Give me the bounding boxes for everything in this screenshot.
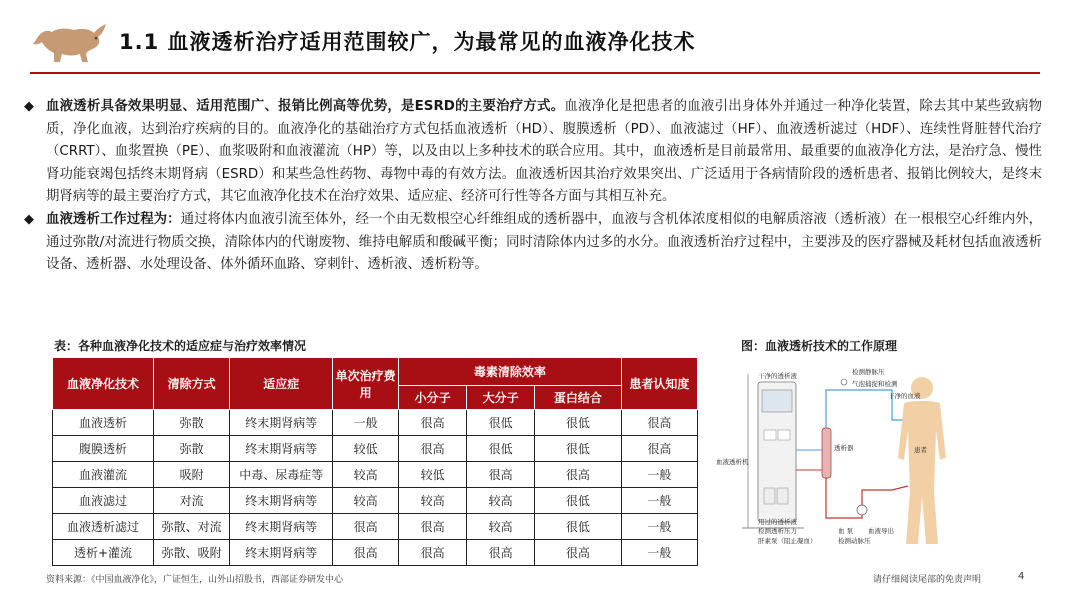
figure-caption: 图：血液透析技术的工作原理 [741,339,898,353]
cell-method: 弥散、吸附 [153,540,229,566]
cell-large: 很低 [467,436,535,462]
cell-indication: 终末期肾病等 [230,410,333,436]
dialyzer-icon [822,428,831,478]
cell-tech: 血液透析 [53,410,154,436]
cell-method: 吸附 [153,462,229,488]
cell-cost: 较高 [333,462,399,488]
cell-tech: 血液透析滤过 [53,514,154,540]
bullet-text: 血液净化是把患者的血液引出身体外并通过一种净化装置，除去其中某些致病物质，净化血液，达到治疗疾病的目的。血液净化的基础治疗方式包括血液透析（HD）、腹膜透析（PD）、血液滤过（HF）、血液透析滤过（HDF）、连续性肾脏替代治疗（CRRT）、血浆置换（PE）、血浆吸附和血液灌流（HP）等，以及由以上多种技术的联合应用。其中，血液透析是目前最常用、最重要的血液净化方法，是治疗急、慢性肾功能衰竭包括终末期肾病（ESRD）和某些急性药物、毒物中毒的有效方法。血液透析因其治疗效果突出、广泛适用于各病情阶段的透析患者、报销比例较大，是终末期肾病等的最主要治疗方式，其它血液净化技术在治疗效果、适应症、经济可行性等各方面与其相互补充。 [46,99,1042,205]
label-patient: 患者 [914,446,927,454]
page-number: 4 [1018,571,1025,582]
label-clean-blood: 干净的血液 [888,392,921,400]
cell-method: 弥散 [153,436,229,462]
table-row [53,540,698,566]
cell-small: 较低 [399,462,467,488]
label-blood-pump: 血 泵 [838,527,854,535]
cell-large: 较高 [467,514,535,540]
cell-small: 很高 [399,436,467,462]
cell-method: 弥散、对流 [153,514,229,540]
page-title: 1.1 血液透析治疗适用范围较广，为最常见的血液净化技术 [119,30,696,54]
cell-tech: 血液灌流 [53,462,154,488]
header-protein-bound: 蛋白结合 [535,386,622,410]
cell-protein: 很低 [535,514,622,540]
blood-out-line [826,478,908,518]
label-dialyzer: 透析器 [834,444,854,452]
cell-protein: 很高 [535,462,622,488]
cell-cost: 较低 [333,436,399,462]
table-row [53,462,698,488]
header-toxin: 毒素清除效率 [399,358,622,386]
label-venous-pressure: 检测静脉压 [852,368,885,376]
table-row [53,410,698,436]
source-note: 资料来源：《中国血液净化》，广证恒生，山外山招股书，西部证券研发中心 [46,575,344,585]
cell-cost: 较高 [333,488,399,514]
blood-pump-icon [857,505,867,515]
cell-protein: 很低 [535,436,622,462]
cell-method: 对流 [153,488,229,514]
cell-indication: 终末期肾病等 [230,436,333,462]
table-row [53,436,698,462]
bullet-lead: 血液透析具备效果明显、适用范围广、报销比例高等优势，是ESRD的主要治疗方式。 [46,99,565,114]
label-dry-dialyzer: 干净的透析液 [758,372,797,380]
cell-small: 较高 [399,488,467,514]
cell-acceptance: 一般 [621,514,697,540]
cell-indication: 终末期肾病等 [230,514,333,540]
cell-tech: 透析+灌流 [53,540,154,566]
pressure-gauge-icon [841,379,847,385]
cell-small: 很高 [399,410,467,436]
purification-comparison-table [52,357,698,566]
hemodialysis-diagram [712,360,1012,555]
title-divider [30,72,1040,74]
cell-acceptance: 一般 [621,488,697,514]
cell-cost: 很高 [333,540,399,566]
cell-small: 很高 [399,540,467,566]
cell-protein: 很低 [535,488,622,514]
dialysis-machine-icon [742,374,804,528]
cell-large: 很低 [467,410,535,436]
cell-protein: 很低 [535,410,622,436]
cell-tech: 血液滤过 [53,488,154,514]
disclaimer-link[interactable]: 请仔细阅读尾部的免责声明 [873,575,982,585]
bullet-list [24,96,1042,277]
header-indication: 适应症 [230,358,333,410]
label-dialysate-pressure: 检测透析压力 [758,527,797,535]
cell-indication: 中毒、尿毒症等 [230,462,333,488]
cell-indication: 终末期肾病等 [230,488,333,514]
header-tech: 血液净化技术 [53,358,154,410]
header-acceptance: 患者认知度 [621,358,697,410]
bullet-item [24,209,1042,277]
patient-figure-icon [898,377,946,544]
cell-large: 很高 [467,540,535,566]
cell-acceptance: 很高 [621,436,697,462]
table-caption: 表：各种血液净化技术的适应症与治疗效率情况 [54,339,307,353]
cell-acceptance: 很高 [621,410,697,436]
cell-small: 很高 [399,514,467,540]
cell-indication: 终末期肾病等 [230,540,333,566]
table-row [53,488,698,514]
table-row [53,514,698,540]
header-small-molecule: 小分子 [399,386,467,410]
label-air-trap: 气泡捕捉和检测 [852,380,898,388]
cell-large: 很高 [467,462,535,488]
bull-logo-icon [30,20,108,66]
cell-large: 较高 [467,488,535,514]
label-heparin-pump: 肝素泵（阻止凝血） [758,537,817,545]
cell-method: 弥散 [153,410,229,436]
diamond-bullet-icon: ◆ [24,211,34,227]
cell-tech: 腹膜透析 [53,436,154,462]
cell-acceptance: 一般 [621,462,697,488]
label-arterial-pressure: 检测动脉压 [838,537,871,545]
diamond-bullet-icon: ◆ [24,99,34,114]
label-machine: 血液透析机 [716,458,749,466]
bullet-text: 通过将体内血液引流至体外，经一个由无数根空心纤维组成的透析器中，血液与含机体浓度相似的电解质溶液（透析液）在一根根空心纤维内外，通过弥散/对流进行物质交换，清除体内的代谢废物、维持电解质和酸碱平衡；同时清除体内过多的水分。血液透析治疗过程中，主要涉及的医疗器械及耗材包括血液透析设备、透析器、水处理设备、体外循环血路、穿刺针、透析液、透析粉等。 [46,211,1043,273]
header-method: 清除方式 [153,358,229,410]
cell-acceptance: 一般 [621,540,697,566]
bullet-item [24,96,1042,209]
header-large-molecule: 大分子 [467,386,535,410]
label-blood-out: 血液导出 [868,527,894,535]
cell-cost: 很高 [333,514,399,540]
cell-cost: 一般 [333,410,399,436]
bullet-lead: 血液透析工作过程为： [46,211,181,227]
label-used-dialysate: 用过的透析液 [758,518,797,526]
header-cost: 单次治疗费用 [333,358,399,410]
cell-protein: 很高 [535,540,622,566]
